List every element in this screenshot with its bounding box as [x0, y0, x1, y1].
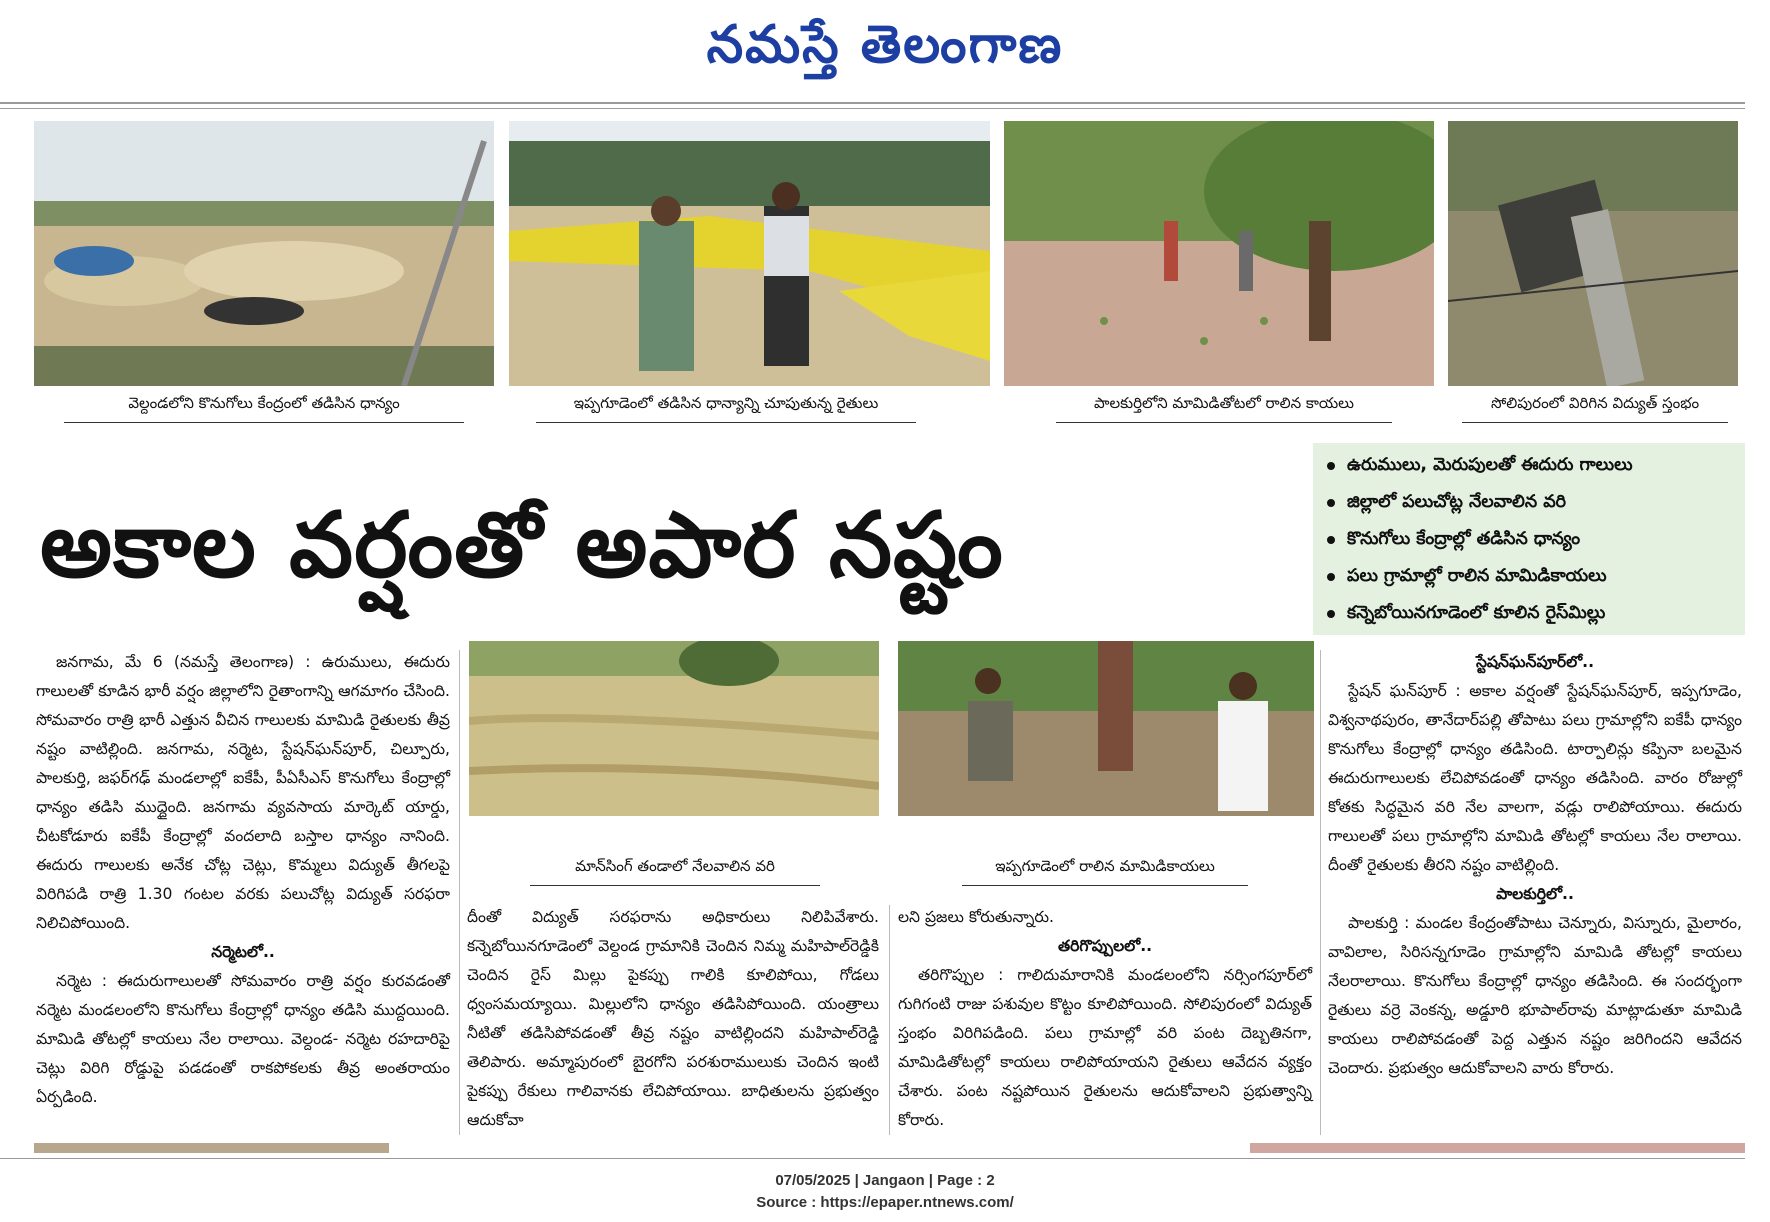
caption-photo-5: మాన్‌సింగ్ తండాలో నేలవాలిన వరి: [530, 857, 820, 886]
article-column-1: [36, 648, 450, 1112]
article-column-3: [898, 903, 1312, 1135]
photo-wet-grain-veldanda: [34, 121, 494, 386]
caption-photo-4: సోలిపురంలో విరిగిన విద్యుత్ స్తంభం: [1462, 394, 1728, 423]
section-subhead: నర్మెటలో..: [211, 943, 275, 961]
article-paragraph: దీంతో విద్యుత్ సరఫరాను అధికారులు నిలిపివేశారు. కన్నెబోయినగూడెంలో వెల్దండ గ్రామానికి చెందిన నిమ్మ మహిపాల్‌రెడ్డికి చెందిన రైస్ మిల్లు పైకప్పు గాలికి కూలిపోయి, గోడలు ధ్వంసమయ్యాయి. మిల్లులోని ధాన్యం తడిసిపోయింది. యంత్రాలు నీటితో తడిసిపోవడంతో తీవ్ర నష్టం వాటిల్లిందని మహిపాల్‌రెడ్డి తెలిపారు. అమ్మాపురంలో బైరగోని పరశురాములుకు చెందిన ఇంటి పైకప్పు రేకులు గాలివానకు లేచిపోయాయి. బాధితులను ప్రభుత్వం ఆదుకోవా: [467, 908, 879, 1129]
photo-mango-orchard-palakurthi: [1004, 121, 1434, 386]
footer-source: Source : https://epaper.ntnews.com/: [756, 1194, 1014, 1211]
article-column-4: [1328, 648, 1742, 1083]
footer-date-edition: 07/05/2025 | Jangaon | Page : 2: [775, 1172, 995, 1189]
headline: అకాల వర్షంతో అపార నష్టం: [40, 493, 1004, 598]
column-divider: [459, 650, 460, 1135]
caption-photo-6: ఇప్పగూడెంలో రాలిన మామిడికాయలు: [962, 857, 1248, 886]
photo-fallen-mangoes-ippagudem: [898, 641, 1314, 816]
highlight-item: పలు గ్రామాల్లో రాలిన మామిడికాయలు: [1325, 558, 1745, 595]
article-paragraph: స్టేషన్ ఘన్‌పూర్ : అకాల వర్షంతో స్టేషన్‌ఘన్‌పూర్, ఇప్పగూడెం, విశ్వనాథపురం, తానేదార్‌పల్లి తోపాటు పలు గ్రామాల్లోని ఐకేపీ ధాన్యం కొనుగోలు కేంద్రాల్లో ధాన్యం తడిసింది. టార్పాలిన్లు కప్పినా బలమైన ఈదురుగాలులకు లేచిపోవడంతో ధాన్యం తడిసింది. వారం రోజుల్లో కోతకు సిద్ధమైన వరి నేల వాలగా, వడ్లు రాలిపోయాయి. ఈదురు గాలులతో పలు గ్రామాల్లోని మామిడి తోటల్లో కాయలు నేల రాలాయి. దీంతో రైతులకు తీరని నష్టం వాటిల్లింది.: [1328, 682, 1742, 874]
masthead-logo: నమస్తే తెలంగాణ: [706, 14, 1064, 75]
highlight-item: ఉరుములు, మెరుపులతో ఈదురు గాలులు: [1325, 447, 1745, 484]
photo-flattened-paddy-mansingh-thanda: [469, 641, 879, 816]
highlight-item: జిల్లాలో పలుచోట్ల నేలవాలిన వరి: [1325, 484, 1745, 521]
highlight-item: కొనుగోలు కేంద్రాల్లో తడిసిన ధాన్యం: [1325, 521, 1745, 558]
column-divider: [1320, 650, 1321, 1135]
masthead-rule: [0, 102, 1745, 104]
photo-electric-pole-solipuram: [1448, 121, 1738, 386]
caption-photo-2: ఇప్పగూడెంలో తడిసిన ధాన్యాన్ని చూపుతున్న రైతులు: [536, 394, 916, 423]
section-subhead: తరిగొప్పులలో..: [1057, 937, 1153, 955]
column-divider: [889, 905, 890, 1135]
article-paragraph: జనగామ, మే 6 (నమస్తే తెలంగాణ) : ఉరుములు, ఈదురు గాలులతో కూడిన భారీ వర్షం జిల్లాలోని రైతాంగాన్ని ఆగమాగం చేసింది. సోమవారం రాత్రి భారీ ఎత్తున వీచిన గాలులకు మామిడి రైతులకు తీవ్ర నష్టం వాటిల్లింది. జనగామ, నర్మెట, స్టేషన్‌ఘన్‌పూర్, చిల్పూరు, పాలకుర్తి, జఫర్‌గఢ్ మండలాల్లో ఐకేపీ, పీఏసీఎస్ కొనుగోలు కేంద్రాల్లో ధాన్యం తడిసి ముద్దైంది. జనగామ వ్యవసాయ మార్కెట్ యార్డు, చీటకోడూరు ఐకేపీ కేంద్రాల్లో వందలాది బస్తాల ధాన్యం నానింది. ఈదురు గాలులకు అనేక చోట్ల చెట్లు, కొమ్మలు విద్యుత్ తీగలపై విరిగిపడి రాత్రి 1.30 గంటల వరకు పలుచోట్ల విద్యుత్ సరఫరా నిలిచిపోయింది.: [36, 653, 450, 932]
article-paragraph: తరిగొప్పుల : గాలిదుమారానికి మండలంలోని నర్సింగపూర్‌లో గుగిగంటి రాజు పశువుల కొట్టం కూలిపోయింది. సోలిపురంలో విద్యుత్ స్తంభం విరిగిపడింది. పలు గ్రామాల్లో వరి పంట దెబ్బతినగా, మామిడితోటల్లో కాయలు రాలిపోయాయని రైతులు ఆవేదన వ్యక్తం చేశారు. పంట నష్టపోయిన రైతులను ఆదుకోవాలని ప్రభుత్వాన్ని కోరారు.: [898, 966, 1312, 1129]
article-column-2: [467, 903, 879, 1135]
footer-rule: [0, 1158, 1745, 1159]
photo-farmers-ippagudem: [509, 121, 990, 386]
clipped-photo-strip: [1250, 1143, 1745, 1153]
clipped-photo-strip: [34, 1143, 389, 1153]
masthead-rule-thin: [0, 108, 1745, 109]
section-subhead: పాలకుర్తిలో..: [1496, 885, 1574, 903]
caption-photo-1: వెల్దండలోని కొనుగోలు కేంద్రంలో తడిసిన ధాన్యం: [64, 394, 464, 423]
highlight-item: కన్నెబోయినగూడెంలో కూలిన రైస్‌మిల్లు: [1325, 595, 1745, 632]
caption-photo-3: పాలకుర్తిలోని మామిడితోటలో రాలిన కాయలు: [1056, 394, 1392, 423]
highlights-box: [1313, 443, 1745, 635]
article-paragraph: పాలకుర్తి : మండల కేంద్రంతోపాటు చెన్నూరు, విస్నూరు, మైలారం, వావిలాల, సిరిసన్నగూడెం గ్రామాల్లోని మామిడి తోటల్లో కాయలు నేలరాలాయి. కొనుగోలు కేంద్రాల్లో ధాన్యం తడిసింది. ఈ సందర్భంగా రైతులు వర్రె వెంకన్న, అడ్డూరి భూపాల్‌రావు మాట్లాడుతూ మామిడి కాయలు రాలిపోవడంతో పెద్ద ఎత్తున నష్టం జరిగిందని ఆవేదన చెందారు. ప్రభుత్వం ఆదుకోవాలని వారు కోరారు.: [1328, 914, 1742, 1077]
article-paragraph: నర్మెట : ఈదురుగాలులతో సోమవారం రాత్రి వర్షం కురవడంతో నర్మెట మండలంలోని కొనుగోలు కేంద్రాల్లో ధాన్యం తడిసి ముద్దయింది. మామిడి తోటల్లో కాయలు నేల రాలాయి. వెల్దండ- నర్మెట రహదారిపై చెట్లు విరిగి రోడ్డుపై పడడంతో రాకపోకలకు తీవ్ర అంతరాయం ఏర్పడింది.: [36, 972, 450, 1106]
section-subhead: స్టేషన్‌ఘన్‌పూర్‌లో..: [1475, 653, 1594, 671]
article-paragraph: లని ప్రజలు కోరుతున్నారు.: [898, 908, 1054, 926]
